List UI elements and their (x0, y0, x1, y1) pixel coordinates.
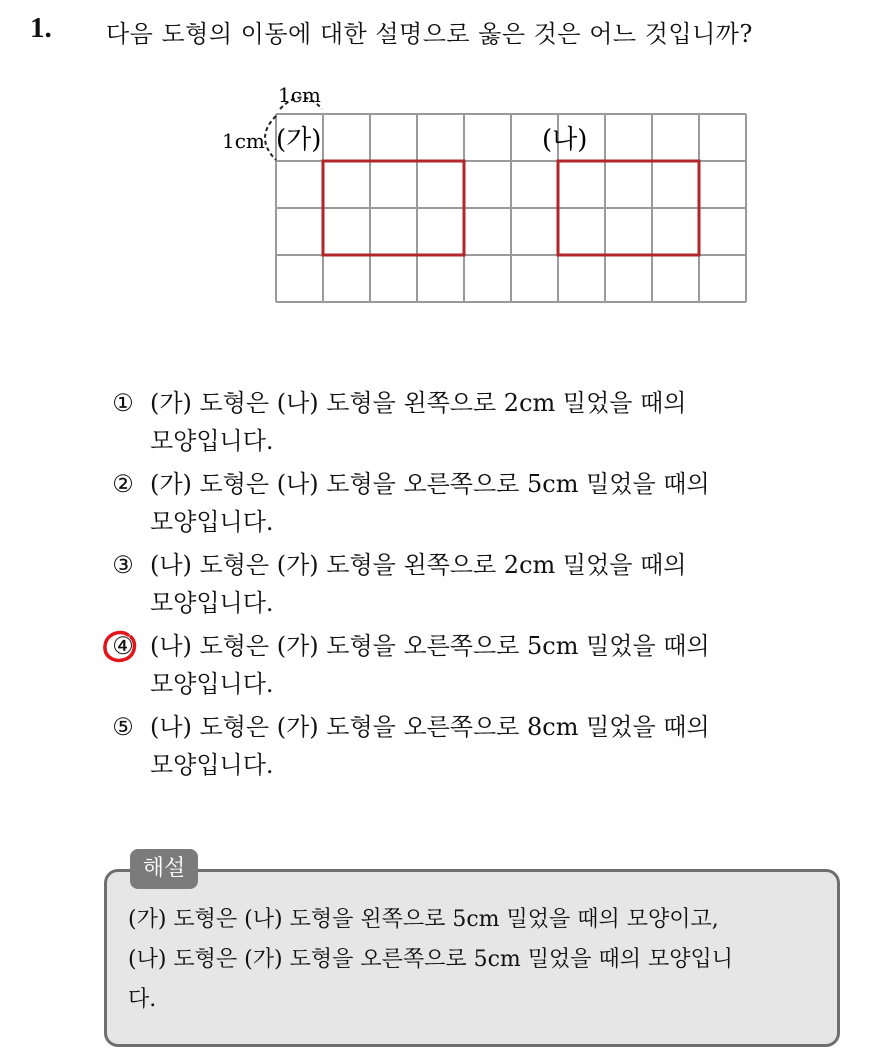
grid-lines (276, 114, 746, 302)
answer-choices (108, 384, 808, 789)
choice-text: (나) 도형은 (가) 도형을 오른쪽으로 5cm 밀었을 때의 모양입니다. (150, 632, 710, 698)
unit-label-top: 1cm (278, 83, 321, 107)
question-text: 다음 도형의 이동에 대한 설명으로 옳은 것은 어느 것입니까? (106, 20, 753, 48)
unit-label-left: 1cm (222, 129, 265, 153)
choice-4[interactable] (108, 627, 808, 708)
unit-bracket-left (265, 116, 276, 160)
choice-marker: ② (112, 470, 134, 498)
choice-text: (가) 도형은 (나) 도형을 왼쪽으로 2cm 밀었을 때의 모양입니다. (150, 389, 687, 455)
grid-diagram (210, 80, 770, 320)
choice-marker: ⑤ (112, 713, 134, 741)
choice-text: (나) 도형은 (가) 도형을 오른쪽으로 8cm 밀었을 때의 모양입니다. (150, 713, 710, 779)
solution-tab: 해설 (130, 849, 198, 889)
choice-text: (가) 도형은 (나) 도형을 오른쪽으로 5cm 밀었을 때의 모양입니다. (150, 470, 710, 536)
choice-text: (나) 도형은 (가) 도형을 왼쪽으로 2cm 밀었을 때의 모양입니다. (150, 551, 687, 617)
choice-marker: ① (112, 389, 134, 417)
shape-b-label: (나) (542, 125, 588, 155)
choice-marker: ③ (112, 551, 134, 579)
choice-2[interactable] (108, 465, 808, 546)
solution-text: (가) 도형은 (나) 도형을 왼쪽으로 5cm 밀었을 때의 모양이고, (나) 도형은 (가) 도형을 오른쪽으로 5cm 밀었을 때의 모양입니 다. (128, 907, 734, 1012)
choice-marker: ④ (112, 632, 134, 660)
choice-1[interactable] (108, 384, 808, 465)
shape-a-label: (가) (276, 125, 322, 155)
grid-figure (210, 80, 770, 324)
question-number: 1. (30, 12, 52, 44)
choice-3[interactable] (108, 546, 808, 627)
choice-5[interactable] (108, 708, 808, 789)
